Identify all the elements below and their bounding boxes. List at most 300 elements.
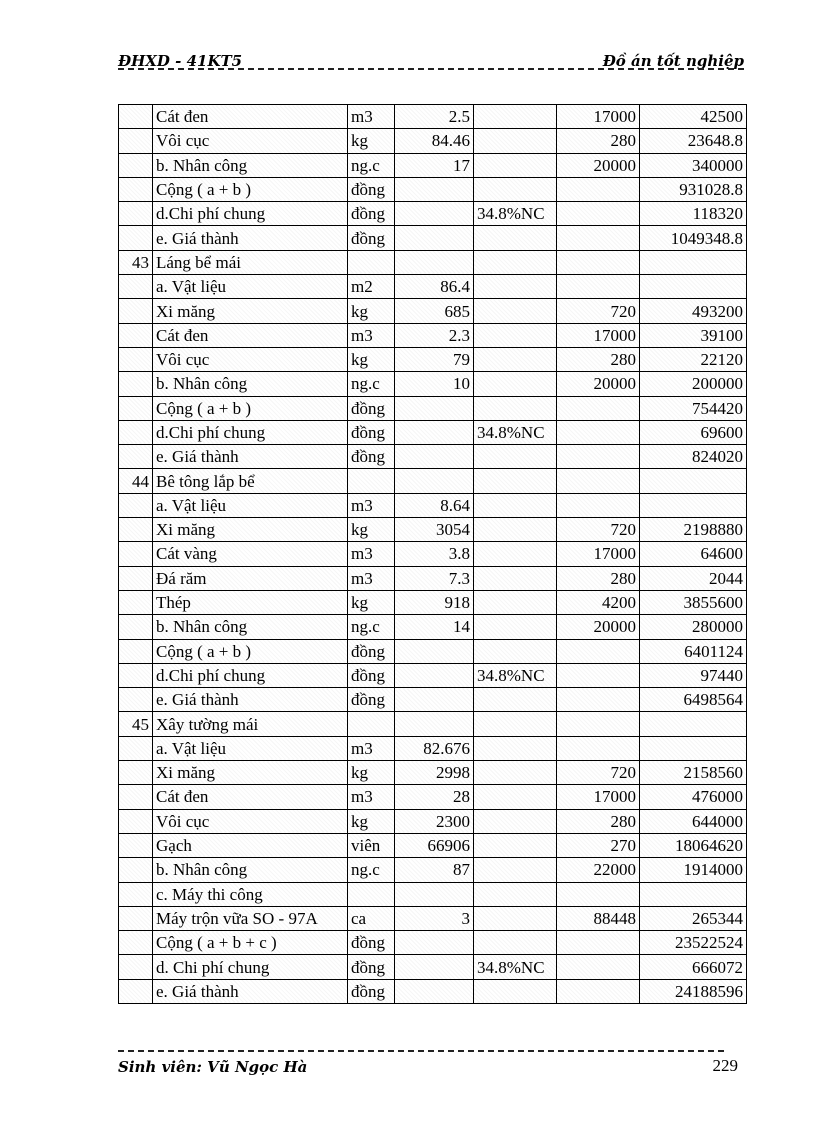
item-number-cell xyxy=(119,736,153,760)
amount-cell: 666072 xyxy=(640,955,747,979)
quantity-cell xyxy=(395,420,474,444)
rate-cell xyxy=(474,809,557,833)
rate-cell xyxy=(474,590,557,614)
rate-cell xyxy=(474,688,557,712)
description-cell: Cộng ( a + b + c ) xyxy=(153,931,348,955)
description-cell: Vôi cục xyxy=(153,809,348,833)
item-number-cell xyxy=(119,566,153,590)
quantity-cell: 66906 xyxy=(395,833,474,857)
amount-cell xyxy=(640,275,747,299)
table-row xyxy=(119,761,747,785)
unit-price-cell xyxy=(557,979,640,1003)
description-cell: Cộng ( a + b ) xyxy=(153,396,348,420)
unit-cell: ng.c xyxy=(348,372,395,396)
unit-cell: đồng xyxy=(348,955,395,979)
table-row xyxy=(119,129,747,153)
item-number-cell xyxy=(119,129,153,153)
amount-cell: 69600 xyxy=(640,420,747,444)
rate-cell xyxy=(474,979,557,1003)
unit-price-cell xyxy=(557,712,640,736)
item-number-cell xyxy=(119,590,153,614)
item-number-cell xyxy=(119,906,153,930)
item-number-cell xyxy=(119,275,153,299)
description-cell: e. Giá thành xyxy=(153,979,348,1003)
table-row xyxy=(119,323,747,347)
unit-price-cell: 20000 xyxy=(557,372,640,396)
amount-cell: 200000 xyxy=(640,372,747,396)
quantity-cell: 17 xyxy=(395,153,474,177)
quantity-cell xyxy=(395,931,474,955)
description-cell: Vôi cục xyxy=(153,129,348,153)
unit-cell: m3 xyxy=(348,736,395,760)
table-row xyxy=(119,639,747,663)
unit-price-cell: 17000 xyxy=(557,785,640,809)
cost-estimate-table xyxy=(118,104,747,1004)
item-number-cell xyxy=(119,347,153,371)
description-cell: Đá răm xyxy=(153,566,348,590)
amount-cell: 2158560 xyxy=(640,761,747,785)
description-cell: Cộng ( a + b ) xyxy=(153,177,348,201)
quantity-cell: 84.46 xyxy=(395,129,474,153)
unit-cell: đồng xyxy=(348,396,395,420)
page-footer xyxy=(118,1050,744,1080)
description-cell: Xi măng xyxy=(153,761,348,785)
rate-cell xyxy=(474,712,557,736)
amount-cell: 1049348.8 xyxy=(640,226,747,250)
amount-cell: 1914000 xyxy=(640,858,747,882)
amount-cell: 24188596 xyxy=(640,979,747,1003)
rate-cell xyxy=(474,469,557,493)
amount-cell: 2198880 xyxy=(640,518,747,542)
unit-cell: ng.c xyxy=(348,153,395,177)
rate-cell: 34.8%NC xyxy=(474,955,557,979)
unit-price-cell: 720 xyxy=(557,299,640,323)
rate-cell xyxy=(474,931,557,955)
quantity-cell xyxy=(395,882,474,906)
rate-cell xyxy=(474,761,557,785)
rate-cell xyxy=(474,906,557,930)
quantity-cell: 2.3 xyxy=(395,323,474,347)
item-number-cell xyxy=(119,226,153,250)
description-cell: e. Giá thành xyxy=(153,688,348,712)
header-course-code: ĐHXD - 41KT5 xyxy=(118,52,243,70)
unit-price-cell xyxy=(557,420,640,444)
unit-price-cell xyxy=(557,663,640,687)
quantity-cell xyxy=(395,979,474,1003)
quantity-cell: 918 xyxy=(395,590,474,614)
amount-cell: 824020 xyxy=(640,445,747,469)
page-header xyxy=(118,50,744,72)
quantity-cell: 79 xyxy=(395,347,474,371)
unit-price-cell: 280 xyxy=(557,809,640,833)
quantity-cell xyxy=(395,639,474,663)
item-number-cell xyxy=(119,955,153,979)
item-number-cell xyxy=(119,882,153,906)
description-cell: e. Giá thành xyxy=(153,226,348,250)
unit-cell: m3 xyxy=(348,542,395,566)
unit-price-cell xyxy=(557,396,640,420)
description-cell: Gạch xyxy=(153,833,348,857)
table-row xyxy=(119,688,747,712)
header-divider xyxy=(118,68,744,70)
unit-cell: kg xyxy=(348,299,395,323)
quantity-cell: 87 xyxy=(395,858,474,882)
description-cell: Vôi cục xyxy=(153,347,348,371)
table-row xyxy=(119,177,747,201)
table-row xyxy=(119,542,747,566)
quantity-cell: 8.64 xyxy=(395,493,474,517)
item-number-cell xyxy=(119,396,153,420)
quantity-cell: 2300 xyxy=(395,809,474,833)
table-row xyxy=(119,153,747,177)
amount-cell: 18064620 xyxy=(640,833,747,857)
unit-cell xyxy=(348,712,395,736)
rate-cell xyxy=(474,299,557,323)
quantity-cell: 10 xyxy=(395,372,474,396)
unit-price-cell: 17000 xyxy=(557,323,640,347)
unit-cell: m3 xyxy=(348,493,395,517)
description-cell: b. Nhân công xyxy=(153,372,348,396)
rate-cell xyxy=(474,736,557,760)
unit-price-cell: 22000 xyxy=(557,858,640,882)
unit-cell: m3 xyxy=(348,105,395,129)
unit-price-cell: 17000 xyxy=(557,542,640,566)
description-cell: Xi măng xyxy=(153,518,348,542)
table-row xyxy=(119,663,747,687)
cost-estimate-table-body xyxy=(119,105,747,1004)
item-number-cell xyxy=(119,761,153,785)
amount-cell: 476000 xyxy=(640,785,747,809)
item-number-cell xyxy=(119,542,153,566)
amount-cell: 6401124 xyxy=(640,639,747,663)
table-row xyxy=(119,931,747,955)
quantity-cell xyxy=(395,712,474,736)
table-row xyxy=(119,833,747,857)
description-cell: Xây tường mái xyxy=(153,712,348,736)
unit-price-cell: 280 xyxy=(557,129,640,153)
item-number-cell: 45 xyxy=(119,712,153,736)
item-number-cell xyxy=(119,663,153,687)
rate-cell xyxy=(474,177,557,201)
page-number: 229 xyxy=(712,1056,738,1075)
description-cell: Láng bể mái xyxy=(153,250,348,274)
table-row xyxy=(119,736,747,760)
unit-cell: đồng xyxy=(348,639,395,663)
unit-cell: đồng xyxy=(348,177,395,201)
quantity-cell xyxy=(395,226,474,250)
amount-cell: 39100 xyxy=(640,323,747,347)
unit-price-cell: 4200 xyxy=(557,590,640,614)
unit-cell: m3 xyxy=(348,323,395,347)
item-number-cell xyxy=(119,518,153,542)
item-number-cell xyxy=(119,202,153,226)
amount-cell: 493200 xyxy=(640,299,747,323)
rate-cell: 34.8%NC xyxy=(474,420,557,444)
unit-price-cell: 88448 xyxy=(557,906,640,930)
unit-cell: ca xyxy=(348,906,395,930)
unit-price-cell xyxy=(557,445,640,469)
unit-price-cell xyxy=(557,202,640,226)
amount-cell: 280000 xyxy=(640,615,747,639)
description-cell: b. Nhân công xyxy=(153,615,348,639)
unit-price-cell xyxy=(557,493,640,517)
quantity-cell: 14 xyxy=(395,615,474,639)
unit-price-cell xyxy=(557,226,640,250)
unit-price-cell: 20000 xyxy=(557,615,640,639)
table-row xyxy=(119,882,747,906)
rate-cell xyxy=(474,445,557,469)
amount-cell: 42500 xyxy=(640,105,747,129)
description-cell: Cát đen xyxy=(153,105,348,129)
rate-cell xyxy=(474,275,557,299)
description-cell: Máy trộn vữa SO - 97A xyxy=(153,906,348,930)
amount-cell: 931028.8 xyxy=(640,177,747,201)
unit-price-cell: 17000 xyxy=(557,105,640,129)
unit-cell: viên xyxy=(348,833,395,857)
amount-cell: 340000 xyxy=(640,153,747,177)
table-row xyxy=(119,615,747,639)
rate-cell xyxy=(474,250,557,274)
table-row xyxy=(119,493,747,517)
table-row xyxy=(119,250,747,274)
description-cell: c. Máy thi công xyxy=(153,882,348,906)
amount-cell: 644000 xyxy=(640,809,747,833)
rate-cell xyxy=(474,615,557,639)
item-number-cell: 43 xyxy=(119,250,153,274)
quantity-cell: 7.3 xyxy=(395,566,474,590)
quantity-cell: 86.4 xyxy=(395,275,474,299)
table-row xyxy=(119,105,747,129)
description-cell: d.Chi phí chung xyxy=(153,663,348,687)
description-cell: d.Chi phí chung xyxy=(153,420,348,444)
table-row xyxy=(119,372,747,396)
unit-price-cell: 270 xyxy=(557,833,640,857)
amount-cell xyxy=(640,250,747,274)
quantity-cell xyxy=(395,469,474,493)
table-row xyxy=(119,226,747,250)
rate-cell xyxy=(474,129,557,153)
unit-cell: đồng xyxy=(348,226,395,250)
rate-cell xyxy=(474,542,557,566)
table-row xyxy=(119,275,747,299)
item-number-cell xyxy=(119,372,153,396)
unit-cell: kg xyxy=(348,809,395,833)
table-row xyxy=(119,955,747,979)
quantity-cell: 82.676 xyxy=(395,736,474,760)
table-row xyxy=(119,347,747,371)
rate-cell xyxy=(474,226,557,250)
unit-cell: kg xyxy=(348,518,395,542)
rate-cell xyxy=(474,639,557,663)
quantity-cell: 2.5 xyxy=(395,105,474,129)
table-row xyxy=(119,396,747,420)
unit-cell: đồng xyxy=(348,979,395,1003)
rate-cell xyxy=(474,372,557,396)
description-cell: b. Nhân công xyxy=(153,153,348,177)
table-row xyxy=(119,469,747,493)
amount-cell: 265344 xyxy=(640,906,747,930)
header-document-title: Đồ án tốt nghiệp xyxy=(602,52,744,70)
amount-cell: 23522524 xyxy=(640,931,747,955)
table-row xyxy=(119,712,747,736)
quantity-cell xyxy=(395,688,474,712)
unit-cell xyxy=(348,469,395,493)
description-cell: a. Vật liệu xyxy=(153,736,348,760)
rate-cell: 34.8%NC xyxy=(474,663,557,687)
description-cell: Xi măng xyxy=(153,299,348,323)
item-number-cell xyxy=(119,979,153,1003)
description-cell: Bê tông lắp bể xyxy=(153,469,348,493)
table-row xyxy=(119,445,747,469)
item-number-cell xyxy=(119,931,153,955)
table-row xyxy=(119,809,747,833)
table-row xyxy=(119,858,747,882)
unit-cell: kg xyxy=(348,761,395,785)
item-number-cell xyxy=(119,615,153,639)
amount-cell: 97440 xyxy=(640,663,747,687)
quantity-cell: 3 xyxy=(395,906,474,930)
item-number-cell xyxy=(119,639,153,663)
amount-cell xyxy=(640,493,747,517)
quantity-cell xyxy=(395,250,474,274)
description-cell: b. Nhân công xyxy=(153,858,348,882)
amount-cell: 118320 xyxy=(640,202,747,226)
amount-cell: 754420 xyxy=(640,396,747,420)
unit-cell: kg xyxy=(348,590,395,614)
item-number-cell xyxy=(119,323,153,347)
unit-cell: kg xyxy=(348,129,395,153)
table-row xyxy=(119,590,747,614)
item-number-cell xyxy=(119,445,153,469)
quantity-cell xyxy=(395,445,474,469)
unit-price-cell xyxy=(557,931,640,955)
unit-cell: đồng xyxy=(348,445,395,469)
item-number-cell xyxy=(119,299,153,323)
item-number-cell xyxy=(119,833,153,857)
unit-price-cell: 20000 xyxy=(557,153,640,177)
description-cell: Cộng ( a + b ) xyxy=(153,639,348,663)
amount-cell: 22120 xyxy=(640,347,747,371)
rate-cell xyxy=(474,323,557,347)
unit-price-cell xyxy=(557,882,640,906)
description-cell: d.Chi phí chung xyxy=(153,202,348,226)
amount-cell xyxy=(640,736,747,760)
rate-cell xyxy=(474,105,557,129)
rate-cell xyxy=(474,153,557,177)
table-row xyxy=(119,299,747,323)
table-row xyxy=(119,979,747,1003)
rate-cell xyxy=(474,833,557,857)
quantity-cell: 3.8 xyxy=(395,542,474,566)
quantity-cell: 3054 xyxy=(395,518,474,542)
unit-cell: m2 xyxy=(348,275,395,299)
unit-cell: đồng xyxy=(348,688,395,712)
description-cell: a. Vật liệu xyxy=(153,493,348,517)
item-number-cell xyxy=(119,688,153,712)
quantity-cell xyxy=(395,202,474,226)
table-row xyxy=(119,906,747,930)
item-number-cell xyxy=(119,493,153,517)
unit-cell xyxy=(348,250,395,274)
rate-cell xyxy=(474,785,557,809)
table-row xyxy=(119,566,747,590)
rate-cell xyxy=(474,858,557,882)
item-number-cell: 44 xyxy=(119,469,153,493)
quantity-cell: 685 xyxy=(395,299,474,323)
unit-cell xyxy=(348,882,395,906)
quantity-cell: 2998 xyxy=(395,761,474,785)
item-number-cell xyxy=(119,809,153,833)
unit-cell: ng.c xyxy=(348,858,395,882)
unit-price-cell xyxy=(557,736,640,760)
item-number-cell xyxy=(119,105,153,129)
rate-cell: 34.8%NC xyxy=(474,202,557,226)
unit-price-cell: 720 xyxy=(557,518,640,542)
unit-price-cell xyxy=(557,250,640,274)
description-cell: Cát đen xyxy=(153,785,348,809)
unit-price-cell xyxy=(557,469,640,493)
amount-cell: 6498564 xyxy=(640,688,747,712)
unit-cell: ng.c xyxy=(348,615,395,639)
item-number-cell xyxy=(119,177,153,201)
amount-cell xyxy=(640,882,747,906)
amount-cell: 23648.8 xyxy=(640,129,747,153)
quantity-cell: 28 xyxy=(395,785,474,809)
footer-student-name: Sinh viên: Vũ Ngọc Hà xyxy=(118,1058,308,1076)
description-cell: e. Giá thành xyxy=(153,445,348,469)
unit-cell: đồng xyxy=(348,931,395,955)
unit-price-cell xyxy=(557,955,640,979)
table-row xyxy=(119,785,747,809)
unit-cell: m3 xyxy=(348,566,395,590)
unit-price-cell: 720 xyxy=(557,761,640,785)
description-cell: Cát vàng xyxy=(153,542,348,566)
description-cell: Cát đen xyxy=(153,323,348,347)
table-row xyxy=(119,518,747,542)
rate-cell xyxy=(474,493,557,517)
description-cell: a. Vật liệu xyxy=(153,275,348,299)
rate-cell xyxy=(474,882,557,906)
footer-divider xyxy=(118,1050,724,1052)
amount-cell: 3855600 xyxy=(640,590,747,614)
rate-cell xyxy=(474,396,557,420)
unit-price-cell: 280 xyxy=(557,566,640,590)
unit-cell: kg xyxy=(348,347,395,371)
quantity-cell xyxy=(395,663,474,687)
unit-cell: m3 xyxy=(348,785,395,809)
unit-price-cell xyxy=(557,639,640,663)
description-cell: d. Chi phí chung xyxy=(153,955,348,979)
quantity-cell xyxy=(395,955,474,979)
unit-cell: đồng xyxy=(348,663,395,687)
table-row xyxy=(119,202,747,226)
quantity-cell xyxy=(395,177,474,201)
description-cell: Thép xyxy=(153,590,348,614)
amount-cell: 64600 xyxy=(640,542,747,566)
unit-price-cell: 280 xyxy=(557,347,640,371)
table-row xyxy=(119,420,747,444)
amount-cell: 2044 xyxy=(640,566,747,590)
unit-price-cell xyxy=(557,688,640,712)
unit-price-cell xyxy=(557,275,640,299)
item-number-cell xyxy=(119,858,153,882)
rate-cell xyxy=(474,566,557,590)
unit-price-cell xyxy=(557,177,640,201)
unit-cell: đồng xyxy=(348,420,395,444)
item-number-cell xyxy=(119,153,153,177)
rate-cell xyxy=(474,347,557,371)
unit-cell: đồng xyxy=(348,202,395,226)
